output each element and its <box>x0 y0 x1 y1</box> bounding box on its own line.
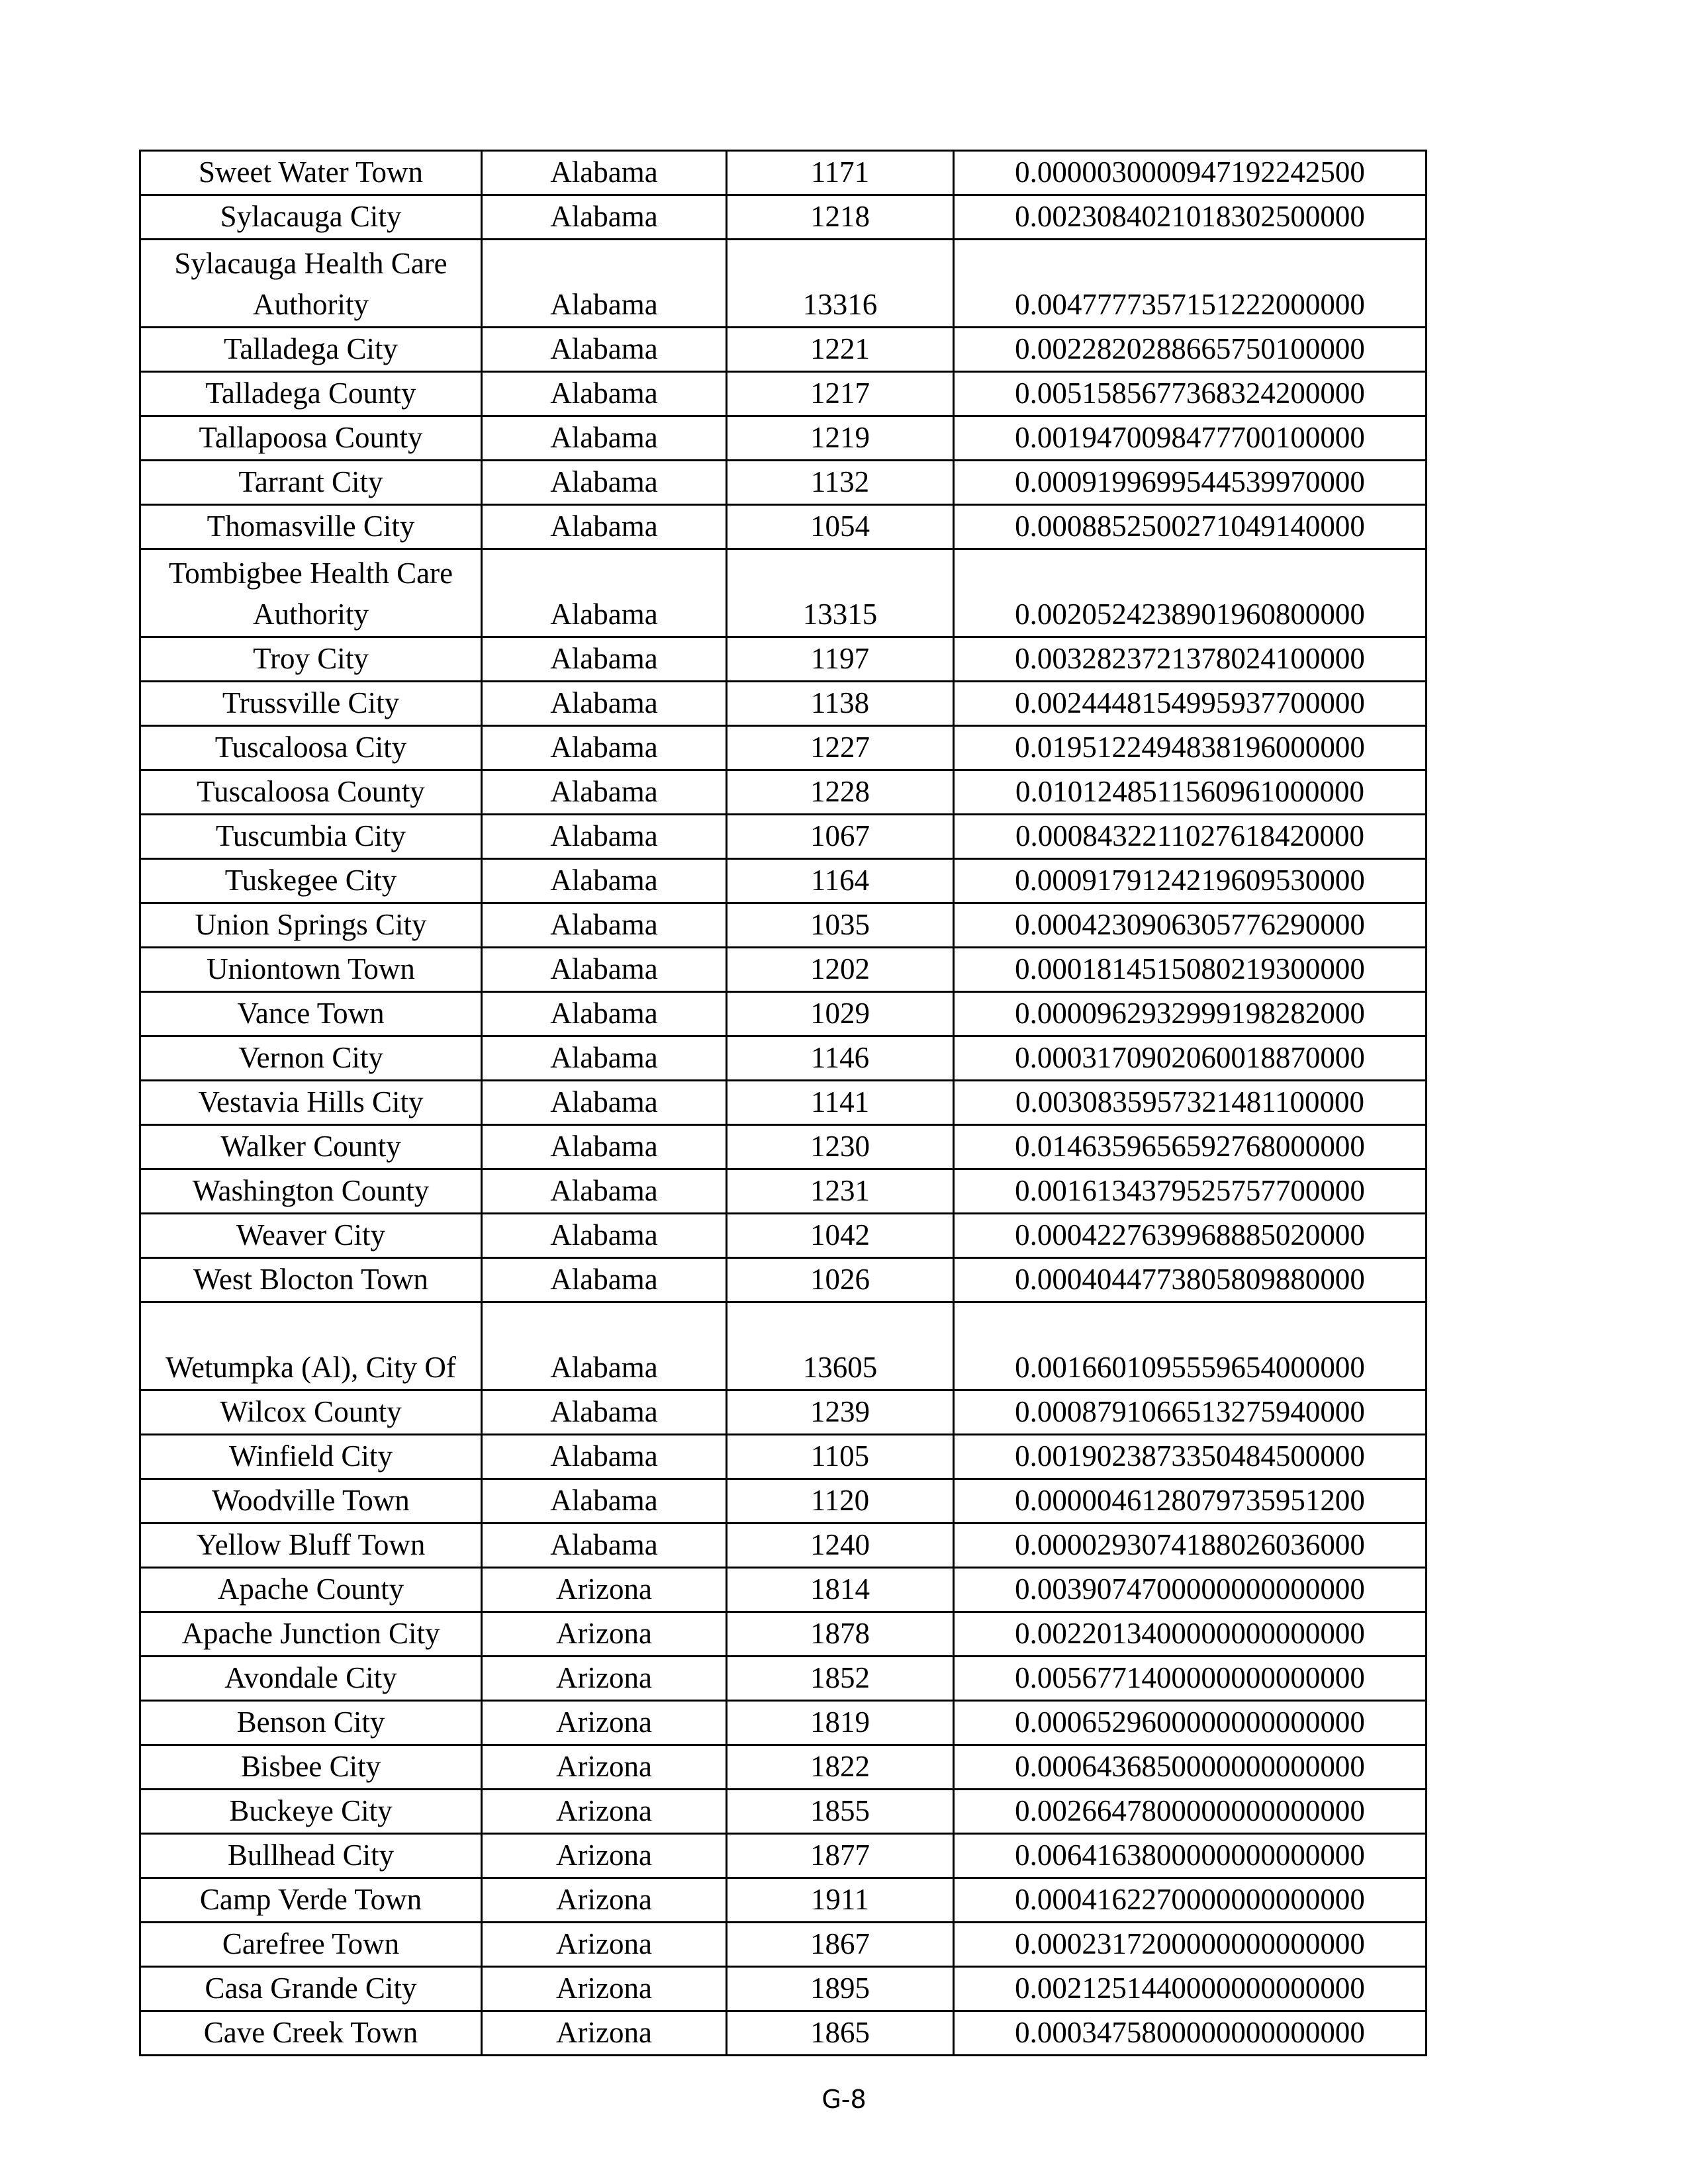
state-cell: Alabama <box>482 1125 727 1169</box>
state-cell: Alabama <box>482 815 727 859</box>
entity-name-cell: Yellow Bluff Town <box>140 1524 482 1568</box>
table-row <box>140 1302 1427 1390</box>
table-row <box>140 1169 1427 1214</box>
entity-id-cell: 1867 <box>727 1923 954 1967</box>
entity-id-cell: 1814 <box>727 1568 954 1612</box>
allocation-percentage-cell: 0.0101248511560961000000 <box>954 770 1427 815</box>
allocation-percentage-cell: 0.0024448154995937700000 <box>954 682 1427 726</box>
state-cell: Alabama <box>482 726 727 770</box>
state-cell: Arizona <box>482 1568 727 1612</box>
allocation-percentage-cell: 0.0008432211027618420000 <box>954 815 1427 859</box>
entity-name-cell: Sweet Water Town <box>140 151 482 195</box>
state-cell: Alabama <box>482 948 727 992</box>
entity-name-cell: Bullhead City <box>140 1834 482 1878</box>
allocation-percentage-cell: 0.0047777357151222000000 <box>954 240 1427 328</box>
entity-name-cell: Tallapoosa County <box>140 416 482 461</box>
table-row <box>140 549 1427 637</box>
entity-id-cell: 1067 <box>727 815 954 859</box>
allocation-percentage-cell: 0.0004230906305776290000 <box>954 903 1427 948</box>
table-row <box>140 1214 1427 1258</box>
allocation-percentage-cell: 0.0019023873350484500000 <box>954 1435 1427 1479</box>
entity-name-cell: Wilcox County <box>140 1390 482 1435</box>
state-cell: Alabama <box>482 1214 727 1258</box>
entity-id-cell: 1895 <box>727 1967 954 2011</box>
allocation-percentage-cell: 0.0030835957321481100000 <box>954 1081 1427 1125</box>
entity-name-cell: Uniontown Town <box>140 948 482 992</box>
allocation-percentage-cell: 0.0022013400000000000000 <box>954 1612 1427 1657</box>
table-row <box>140 1923 1427 1967</box>
entity-name-cell: Carefree Town <box>140 1923 482 1967</box>
table-row <box>140 1036 1427 1081</box>
state-cell: Alabama <box>482 1390 727 1435</box>
entity-id-cell: 1911 <box>727 1878 954 1923</box>
entity-id-cell: 1230 <box>727 1125 954 1169</box>
entity-name-cell: Tuskegee City <box>140 859 482 903</box>
entity-name-cell: West Blocton Town <box>140 1258 482 1302</box>
allocation-percentage-cell: 0.0146359656592768000000 <box>954 1125 1427 1169</box>
table-row <box>140 2011 1427 2056</box>
table-row <box>140 1878 1427 1923</box>
allocation-percentage-cell: 0.0016134379525757700000 <box>954 1169 1427 1214</box>
state-cell: Alabama <box>482 195 727 240</box>
table-row <box>140 1081 1427 1125</box>
table-row <box>140 1612 1427 1657</box>
allocation-percentage-cell: 0.0195122494838196000000 <box>954 726 1427 770</box>
entity-id-cell: 1819 <box>727 1701 954 1745</box>
entity-id-cell: 1822 <box>727 1745 954 1790</box>
table-row <box>140 682 1427 726</box>
state-cell: Alabama <box>482 859 727 903</box>
table-row <box>140 1390 1427 1435</box>
table-row <box>140 1524 1427 1568</box>
allocation-percentage-cell: 0.0019470098477700100000 <box>954 416 1427 461</box>
entity-name-cell: Tuscaloosa County <box>140 770 482 815</box>
allocation-percentage-cell: 0.0006436850000000000000 <box>954 1745 1427 1790</box>
state-cell: Alabama <box>482 461 727 505</box>
state-cell: Alabama <box>482 1081 727 1125</box>
state-cell: Arizona <box>482 1790 727 1834</box>
state-cell: Alabama <box>482 770 727 815</box>
allocation-percentage-cell: 0.0000046128079735951200 <box>954 1479 1427 1524</box>
allocation-percentage-cell: 0.0016601095559654000000 <box>954 1302 1427 1390</box>
entity-name-cell: Winfield City <box>140 1435 482 1479</box>
table-row <box>140 461 1427 505</box>
entity-id-cell: 1141 <box>727 1081 954 1125</box>
table-row <box>140 151 1427 195</box>
state-cell: Arizona <box>482 1878 727 1923</box>
allocation-percentage-cell: 0.0051585677368324200000 <box>954 372 1427 416</box>
entity-name-cell: Trussville City <box>140 682 482 726</box>
allocation-percentage-cell: 0.0032823721378024100000 <box>954 637 1427 682</box>
allocation-percentage-cell: 0.0004044773805809880000 <box>954 1258 1427 1302</box>
entity-id-cell: 13316 <box>727 240 954 328</box>
state-cell: Arizona <box>482 1701 727 1745</box>
state-cell: Alabama <box>482 372 727 416</box>
entity-name-cell: Tuscaloosa City <box>140 726 482 770</box>
entity-id-cell: 1171 <box>727 151 954 195</box>
entity-id-cell: 1219 <box>727 416 954 461</box>
allocation-percentage-cell: 0.0026647800000000000000 <box>954 1790 1427 1834</box>
allocation-percentage-cell: 0.0056771400000000000000 <box>954 1657 1427 1701</box>
allocation-percentage-cell: 0.0020524238901960800000 <box>954 549 1427 637</box>
entity-name-cell: Avondale City <box>140 1657 482 1701</box>
allocation-percentage-cell: 0.0003475800000000000000 <box>954 2011 1427 2056</box>
allocation-percentage-cell: 0.0064163800000000000000 <box>954 1834 1427 1878</box>
entity-id-cell: 1120 <box>727 1479 954 1524</box>
state-cell: Alabama <box>482 992 727 1036</box>
allocation-percentage-cell: 0.0000962932999198282000 <box>954 992 1427 1036</box>
entity-name-cell: Talladega City <box>140 328 482 372</box>
entity-id-cell: 1054 <box>727 505 954 549</box>
table-row <box>140 637 1427 682</box>
allocation-percentage-cell: 0.0001814515080219300000 <box>954 948 1427 992</box>
entity-id-cell: 1202 <box>727 948 954 992</box>
entity-id-cell: 1132 <box>727 461 954 505</box>
table-row <box>140 1479 1427 1524</box>
state-cell: Alabama <box>482 505 727 549</box>
entity-id-cell: 1217 <box>727 372 954 416</box>
table-row <box>140 1435 1427 1479</box>
entity-name-cell: Union Springs City <box>140 903 482 948</box>
entity-name-cell: Vestavia Hills City <box>140 1081 482 1125</box>
entity-id-cell: 1855 <box>727 1790 954 1834</box>
allocation-percentage-cell: 0.0008852500271049140000 <box>954 505 1427 549</box>
allocation-percentage-cell: 0.0009199699544539970000 <box>954 461 1427 505</box>
state-cell: Arizona <box>482 1745 727 1790</box>
entity-name-cell: Camp Verde Town <box>140 1878 482 1923</box>
table-row <box>140 992 1427 1036</box>
entity-name-cell: Tuscumbia City <box>140 815 482 859</box>
entity-name-cell: Benson City <box>140 1701 482 1745</box>
entity-name-cell: Talladega County <box>140 372 482 416</box>
state-cell: Arizona <box>482 1967 727 2011</box>
state-cell: Alabama <box>482 1524 727 1568</box>
entity-id-cell: 1865 <box>727 2011 954 2056</box>
entity-id-cell: 1105 <box>727 1435 954 1479</box>
table-row <box>140 372 1427 416</box>
entity-name-cell: Thomasville City <box>140 505 482 549</box>
entity-name-cell: Vernon City <box>140 1036 482 1081</box>
entity-name-cell: Sylacauga City <box>140 195 482 240</box>
entity-id-cell: 1218 <box>727 195 954 240</box>
state-cell: Alabama <box>482 1036 727 1081</box>
allocation-percentage-cell: 0.0003170902060018870000 <box>954 1036 1427 1081</box>
state-cell: Alabama <box>482 682 727 726</box>
table-row <box>140 859 1427 903</box>
allocation-percentage-cell: 0.0004227639968885020000 <box>954 1214 1427 1258</box>
state-cell: Arizona <box>482 1834 727 1878</box>
entity-id-cell: 1146 <box>727 1036 954 1081</box>
entity-name-cell: Woodville Town <box>140 1479 482 1524</box>
state-cell: Alabama <box>482 240 727 328</box>
entity-name-cell: Bisbee City <box>140 1745 482 1790</box>
allocation-percentage-cell: 0.0002317200000000000000 <box>954 1923 1427 1967</box>
state-cell: Alabama <box>482 1435 727 1479</box>
entity-id-cell: 1035 <box>727 903 954 948</box>
entity-id-cell: 1240 <box>727 1524 954 1568</box>
state-cell: Alabama <box>482 1479 727 1524</box>
table-row <box>140 328 1427 372</box>
state-cell: Alabama <box>482 151 727 195</box>
table-row <box>140 505 1427 549</box>
entity-id-cell: 1239 <box>727 1390 954 1435</box>
entity-name-cell: Casa Grande City <box>140 1967 482 2011</box>
allocation-percentage-cell: 0.0009179124219609530000 <box>954 859 1427 903</box>
state-cell: Arizona <box>482 1657 727 1701</box>
entity-id-cell: 1029 <box>727 992 954 1036</box>
entity-name-cell: Wetumpka (Al), City Of <box>140 1302 482 1390</box>
entity-name-cell: Sylacauga Health Care Authority <box>140 240 482 328</box>
state-cell: Alabama <box>482 903 727 948</box>
state-cell: Arizona <box>482 2011 727 2056</box>
entity-id-cell: 1228 <box>727 770 954 815</box>
entity-name-cell: Washington County <box>140 1169 482 1214</box>
entity-name-cell: Apache Junction City <box>140 1612 482 1657</box>
entity-id-cell: 1138 <box>727 682 954 726</box>
entity-id-cell: 1042 <box>727 1214 954 1258</box>
entity-id-cell: 1227 <box>727 726 954 770</box>
state-cell: Alabama <box>482 328 727 372</box>
table-row <box>140 240 1427 328</box>
table-row <box>140 1568 1427 1612</box>
entity-name-cell: Weaver City <box>140 1214 482 1258</box>
allocation-percentage-cell: 0.0023084021018302500000 <box>954 195 1427 240</box>
entity-id-cell: 1026 <box>727 1258 954 1302</box>
table-row <box>140 1657 1427 1701</box>
entity-name-cell: Walker County <box>140 1125 482 1169</box>
table-row <box>140 770 1427 815</box>
table-row <box>140 1834 1427 1878</box>
table-row <box>140 416 1427 461</box>
allocation-percentage-cell: 0.0000030000947192242500 <box>954 151 1427 195</box>
state-cell: Alabama <box>482 549 727 637</box>
allocation-percentage-cell: 0.0039074700000000000000 <box>954 1568 1427 1612</box>
entity-id-cell: 1852 <box>727 1657 954 1701</box>
table-row <box>140 1125 1427 1169</box>
table-row <box>140 195 1427 240</box>
allocation-percentage-cell: 0.0008791066513275940000 <box>954 1390 1427 1435</box>
entity-id-cell: 1231 <box>727 1169 954 1214</box>
entity-name-cell: Troy City <box>140 637 482 682</box>
table-row <box>140 1790 1427 1834</box>
allocation-table-body <box>140 151 1427 2056</box>
allocation-percentage-cell: 0.0000293074188026036000 <box>954 1524 1427 1568</box>
state-cell: Arizona <box>482 1612 727 1657</box>
allocation-percentage-cell: 0.0021251440000000000000 <box>954 1967 1427 2011</box>
entity-name-cell: Cave Creek Town <box>140 2011 482 2056</box>
table-row <box>140 903 1427 948</box>
entity-id-cell: 1221 <box>727 328 954 372</box>
table-row <box>140 1258 1427 1302</box>
table-row <box>140 948 1427 992</box>
page-number: G-8 <box>821 2085 867 2114</box>
entity-id-cell: 1877 <box>727 1834 954 1878</box>
state-cell: Alabama <box>482 1169 727 1214</box>
state-cell: Alabama <box>482 1258 727 1302</box>
allocation-table <box>139 150 1427 2056</box>
allocation-percentage-cell: 0.0022820288665750100000 <box>954 328 1427 372</box>
entity-id-cell: 13315 <box>727 549 954 637</box>
entity-name-cell: Vance Town <box>140 992 482 1036</box>
entity-id-cell: 13605 <box>727 1302 954 1390</box>
state-cell: Alabama <box>482 637 727 682</box>
table-row <box>140 1745 1427 1790</box>
allocation-percentage-cell: 0.0006529600000000000000 <box>954 1701 1427 1745</box>
entity-name-cell: Tarrant City <box>140 461 482 505</box>
entity-name-cell: Tombigbee Health Care Authority <box>140 549 482 637</box>
entity-id-cell: 1164 <box>727 859 954 903</box>
entity-id-cell: 1197 <box>727 637 954 682</box>
state-cell: Arizona <box>482 1923 727 1967</box>
table-row <box>140 815 1427 859</box>
table-row <box>140 1701 1427 1745</box>
table-row <box>140 1967 1427 2011</box>
state-cell: Alabama <box>482 1302 727 1390</box>
table-row <box>140 726 1427 770</box>
entity-name-cell: Apache County <box>140 1568 482 1612</box>
entity-id-cell: 1878 <box>727 1612 954 1657</box>
allocation-percentage-cell: 0.0004162270000000000000 <box>954 1878 1427 1923</box>
state-cell: Alabama <box>482 416 727 461</box>
entity-name-cell: Buckeye City <box>140 1790 482 1834</box>
